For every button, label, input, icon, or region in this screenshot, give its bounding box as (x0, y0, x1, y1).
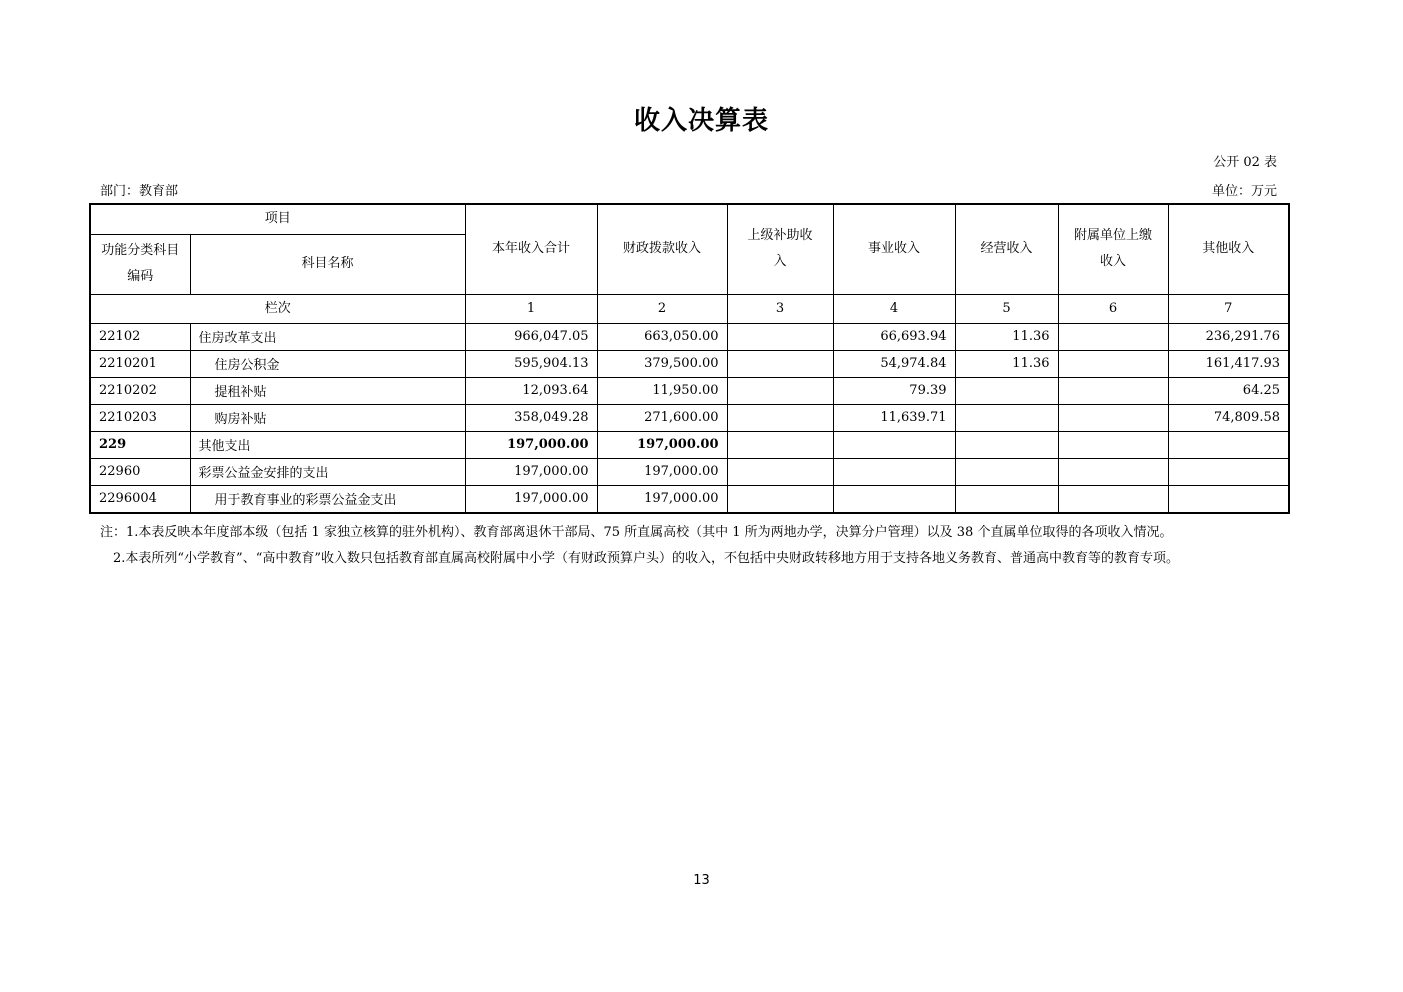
col-number: 7 (1168, 294, 1289, 323)
note-2: 2.本表所列“小学教育”、“高中教育”收入数只包括教育部直属高校附属中小学（有财政预算户头）的收入，不包括中央财政转移地方用于支持各地义务教育、普通高中教育等的教育专项。 (113, 551, 1179, 566)
cell (1168, 431, 1289, 458)
header-col-6: 附属单位上缴收入 (1058, 204, 1168, 294)
page-number: 13 (693, 873, 710, 888)
cell (1058, 323, 1168, 350)
cell: 966,047.05 (465, 323, 597, 350)
cell: 197,000.00 (465, 458, 597, 485)
cell: 11.36 (955, 350, 1058, 377)
cell (727, 485, 833, 513)
header-col-3: 上级补助收入 (727, 204, 833, 294)
cell (833, 431, 955, 458)
cell: 197,000.00 (465, 485, 597, 513)
income-table (89, 203, 1290, 514)
form-number: 公开 02 表 (1213, 155, 1277, 170)
table-row (90, 350, 1289, 377)
cell (1058, 458, 1168, 485)
table-row (90, 323, 1289, 350)
header-col-2: 财政拨款收入 (597, 204, 727, 294)
cell: 11.36 (955, 323, 1058, 350)
cell (833, 485, 955, 513)
cell: 595,904.13 (465, 350, 597, 377)
cell: 54,974.84 (833, 350, 955, 377)
col-number: 4 (833, 294, 955, 323)
page-title: 收入决算表 (633, 106, 769, 136)
header-col-7: 其他收入 (1168, 204, 1289, 294)
table-row (90, 431, 1289, 458)
header-code: 功能分类科目编码 (90, 234, 190, 294)
cell (955, 458, 1058, 485)
header-col-4: 事业收入 (833, 204, 955, 294)
table-row (90, 458, 1289, 485)
header-item: 项目 (90, 204, 465, 234)
cell: 197,000.00 (597, 431, 727, 458)
cell: 358,049.28 (465, 404, 597, 431)
cell (1058, 485, 1168, 513)
cell (727, 323, 833, 350)
cell: 11,950.00 (597, 377, 727, 404)
row-code: 22960 (90, 458, 190, 485)
cell (1058, 377, 1168, 404)
cell: 379,500.00 (597, 350, 727, 377)
cell (727, 350, 833, 377)
header-col-1: 本年收入合计 (465, 204, 597, 294)
table-row (90, 377, 1289, 404)
department-label: 部门：教育部 (100, 184, 179, 199)
cell: 197,000.00 (597, 458, 727, 485)
row-code: 2210201 (90, 350, 190, 377)
col-number: 5 (955, 294, 1058, 323)
col-number: 6 (1058, 294, 1168, 323)
row-name: 提租补贴 (190, 377, 465, 404)
cell: 74,809.58 (1168, 404, 1289, 431)
row-code: 2210202 (90, 377, 190, 404)
cell (1058, 404, 1168, 431)
cell: 161,417.93 (1168, 350, 1289, 377)
cell (833, 458, 955, 485)
cell: 79.39 (833, 377, 955, 404)
cell (1168, 485, 1289, 513)
table-row (90, 404, 1289, 431)
header-name: 科目名称 (190, 234, 465, 294)
col-number: 2 (597, 294, 727, 323)
cell (955, 485, 1058, 513)
row-name: 其他支出 (190, 431, 465, 458)
cell (727, 458, 833, 485)
table-row (90, 485, 1289, 513)
row-code: 22102 (90, 323, 190, 350)
cell (955, 404, 1058, 431)
row-name: 住房改革支出 (190, 323, 465, 350)
note-1: 注：1.本表反映本年度部本级（包括 1 家独立核算的驻外机构）、教育部离退休干部局、75 所直属高校（其中 1 所为两地办学，决算分户管理）以及 38 个直属单位取得的各项收入情况。 (100, 525, 1173, 540)
notes (100, 520, 1278, 572)
col-number: 1 (465, 294, 597, 323)
cell: 197,000.00 (465, 431, 597, 458)
cell: 663,050.00 (597, 323, 727, 350)
cell (955, 431, 1058, 458)
cell (727, 431, 833, 458)
unit-label: 单位：万元 (1211, 184, 1277, 199)
cell: 236,291.76 (1168, 323, 1289, 350)
cell: 197,000.00 (597, 485, 727, 513)
cell: 66,693.94 (833, 323, 955, 350)
cell: 64.25 (1168, 377, 1289, 404)
cell (1058, 431, 1168, 458)
col-number: 3 (727, 294, 833, 323)
cell: 271,600.00 (597, 404, 727, 431)
row-name: 彩票公益金安排的支出 (190, 458, 465, 485)
row-name: 购房补贴 (190, 404, 465, 431)
row-name: 住房公积金 (190, 350, 465, 377)
header-row-label: 栏次 (90, 294, 465, 323)
cell: 11,639.71 (833, 404, 955, 431)
cell (955, 377, 1058, 404)
row-code: 2210203 (90, 404, 190, 431)
header-col-5: 经营收入 (955, 204, 1058, 294)
cell (1058, 350, 1168, 377)
row-code: 2296004 (90, 485, 190, 513)
row-name: 用于教育事业的彩票公益金支出 (190, 485, 465, 513)
cell (727, 404, 833, 431)
cell (1168, 458, 1289, 485)
row-code: 229 (90, 431, 190, 458)
cell (727, 377, 833, 404)
cell: 12,093.64 (465, 377, 597, 404)
